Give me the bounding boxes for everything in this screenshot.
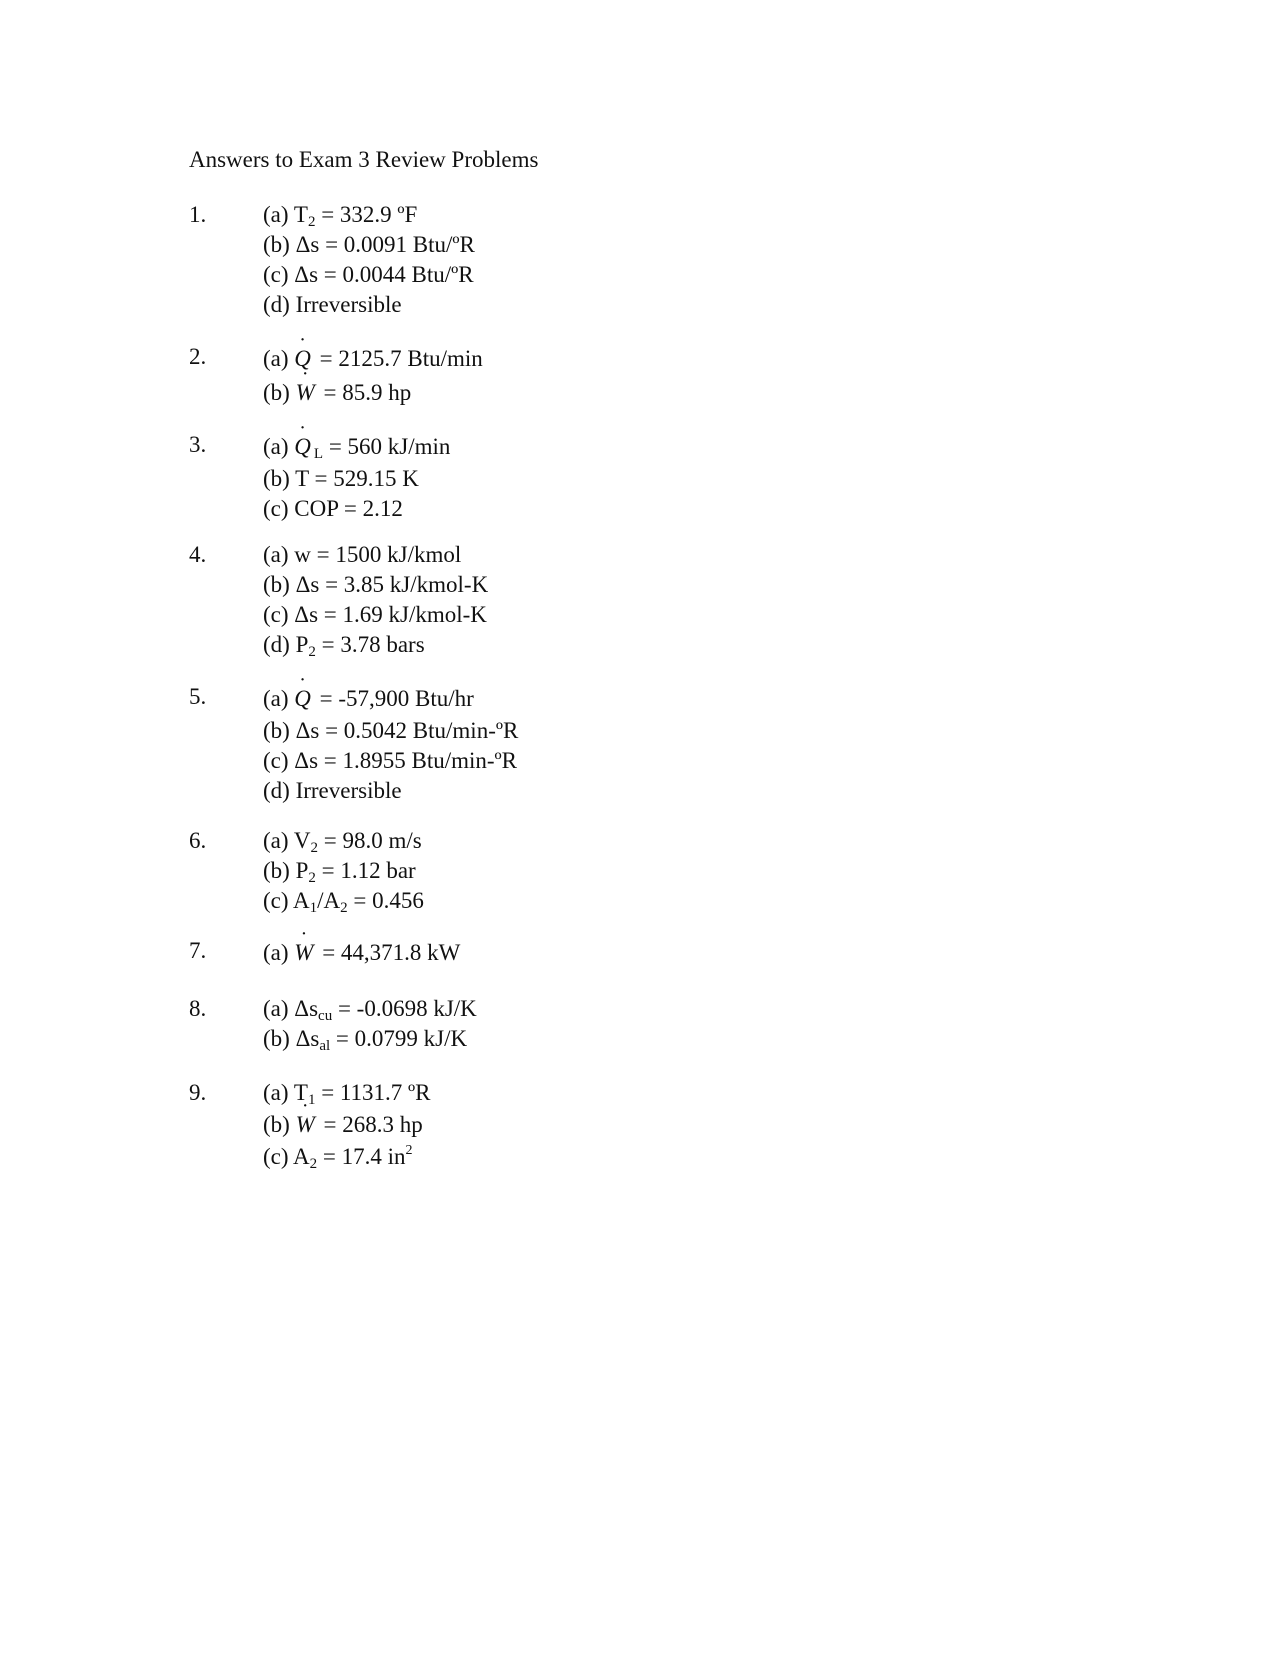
answer-text: Δs = 1.69 kJ/kmol-K <box>294 602 487 627</box>
answer-label: (a) <box>263 828 289 853</box>
answer-symbol: V <box>293 828 311 853</box>
answer-label: (b) <box>263 1026 290 1051</box>
answer-list <box>263 826 424 916</box>
answer-value: = 2125.7 Btu/min <box>313 346 483 371</box>
answer-list <box>263 994 477 1054</box>
answer-line <box>263 826 424 856</box>
answer-text: Δs = 0.0044 Btu/ºR <box>294 262 474 287</box>
answer-symbol: T <box>293 1080 308 1105</box>
answer-value: = 0.456 <box>347 888 424 913</box>
answer-value: = 1131.7 ºR <box>315 1080 431 1105</box>
answer-list <box>263 682 518 806</box>
problem-number: 8. <box>189 996 207 1021</box>
subscript: 2 <box>310 840 318 856</box>
answer-label: (b) <box>263 718 290 743</box>
subscript: 1 <box>307 1092 316 1108</box>
answer-line <box>263 260 475 290</box>
answer-label: (a) <box>263 346 289 371</box>
answer-value: = 268.3 hp <box>317 1112 423 1137</box>
answer-text: Δs = 3.85 kJ/kmol-K <box>295 572 489 597</box>
answer-line <box>263 1078 431 1108</box>
answer-symbol: P <box>295 632 309 657</box>
answer-label: (b) <box>263 466 290 491</box>
answer-label: (b) <box>263 232 290 257</box>
answer-label: (c) <box>263 748 289 773</box>
answer-symbol: Δs <box>294 996 319 1021</box>
subscript: 2 <box>308 644 316 660</box>
problem-number: 7. <box>189 938 207 963</box>
answer-value: = 44,371.8 kW <box>316 940 461 965</box>
rate-symbol: W ˙ <box>294 936 313 970</box>
page-title: Answers to Exam 3 Review Problems <box>189 147 539 172</box>
subscript: cu <box>318 1008 333 1024</box>
answer-label: (b) <box>263 572 290 597</box>
answer-list <box>263 936 460 970</box>
answer-text: w = 1500 kJ/kmol <box>294 542 462 567</box>
answer-text: COP = 2.12 <box>294 496 403 521</box>
answer-value: = 560 kJ/min <box>323 434 451 459</box>
answer-list <box>263 1078 431 1172</box>
subscript: 2 <box>309 1156 318 1172</box>
answer-label: (a) <box>263 940 289 965</box>
answer-value: = 332.9 ºF <box>315 202 418 227</box>
answer-list <box>263 342 483 410</box>
subscript: 2 <box>340 900 348 916</box>
answer-text: Δs = 1.8955 Btu/min-ºR <box>294 748 518 773</box>
rate-symbol: Q ˙ <box>294 430 311 464</box>
answer-list <box>263 540 488 660</box>
answer-symbol: A <box>293 1144 310 1169</box>
answer-line <box>263 1024 477 1054</box>
answer-line <box>263 600 488 630</box>
answer-label: (a) <box>263 434 289 459</box>
problem-number: 9. <box>189 1080 207 1105</box>
answer-value: = -57,900 Btu/hr <box>313 686 474 711</box>
rate-symbol: W ˙ <box>296 1108 315 1142</box>
answer-line <box>263 1108 431 1142</box>
answer-label: (b) <box>263 858 290 883</box>
answer-label: (a) <box>263 202 289 227</box>
answer-label: (c) <box>263 496 289 521</box>
answer-label: (d) <box>263 632 290 657</box>
answer-line <box>263 776 518 806</box>
problem-number: 3. <box>189 432 207 457</box>
answer-line <box>263 230 475 260</box>
subscript: 2 <box>307 214 316 230</box>
answer-label: (c) <box>263 262 289 287</box>
answer-symbol: /A <box>317 888 341 913</box>
answer-line <box>263 936 460 970</box>
answer-line <box>263 540 488 570</box>
answer-label: (c) <box>263 888 289 913</box>
problem-number: 6. <box>189 828 207 853</box>
answer-symbol: Δs <box>295 1026 320 1051</box>
answer-line <box>263 430 450 464</box>
answer-label: (a) <box>263 996 289 1021</box>
answer-label: (d) <box>263 778 290 803</box>
answer-text: Δs = 0.0091 Btu/ºR <box>295 232 475 257</box>
answer-symbol: T <box>293 202 308 227</box>
answer-line <box>263 682 518 716</box>
answer-label: (b) <box>263 380 290 405</box>
rate-symbol: Q ˙ <box>294 342 311 376</box>
subscript: 1 <box>309 900 318 916</box>
answer-value: = 17.4 in <box>317 1144 406 1169</box>
answer-text: Irreversible <box>295 778 402 803</box>
answer-line <box>263 376 483 410</box>
answer-line <box>263 342 483 376</box>
problem-number: 5. <box>189 684 207 709</box>
answer-list <box>263 430 450 524</box>
rate-symbol: Q ˙ <box>294 682 311 716</box>
problem-number: 2. <box>189 344 207 369</box>
answer-line <box>263 570 488 600</box>
answer-symbol: P <box>295 858 309 883</box>
answer-label: (b) <box>263 1112 290 1137</box>
answer-text: T = 529.15 K <box>295 466 419 491</box>
subscript: 2 <box>308 870 316 886</box>
answer-label: (d) <box>263 292 290 317</box>
answer-label: (a) <box>263 542 289 567</box>
answer-line <box>263 994 477 1024</box>
answer-label: (c) <box>263 1144 289 1169</box>
answer-line <box>263 200 475 230</box>
subscript: al <box>319 1038 331 1054</box>
answer-text: Δs = 0.5042 Btu/min-ºR <box>295 718 519 743</box>
answer-line <box>263 494 450 524</box>
answer-line <box>263 856 424 886</box>
answer-value: = 85.9 hp <box>317 380 412 405</box>
answer-line <box>263 886 424 916</box>
answer-symbol: A <box>293 888 310 913</box>
answer-value: = 0.0799 kJ/K <box>330 1026 468 1051</box>
subscript: L <box>313 446 324 462</box>
answer-line <box>263 290 475 320</box>
answer-list <box>263 200 475 320</box>
answer-label: (a) <box>263 1080 289 1105</box>
answer-line <box>263 1142 431 1172</box>
answer-line <box>263 630 488 660</box>
answer-value: = -0.0698 kJ/K <box>332 996 477 1021</box>
answer-line <box>263 716 518 746</box>
answer-label: (c) <box>263 602 289 627</box>
answer-value: = 3.78 bars <box>315 632 425 657</box>
problem-number: 1. <box>189 202 207 227</box>
superscript: 2 <box>405 1143 413 1158</box>
answer-label: (a) <box>263 686 289 711</box>
answer-text: Irreversible <box>295 292 402 317</box>
answer-line <box>263 746 518 776</box>
answer-value: = 1.12 bar <box>315 858 416 883</box>
problem-number: 4. <box>189 542 207 567</box>
rate-symbol: W ˙ <box>296 376 315 410</box>
answer-value: = 98.0 m/s <box>318 828 422 853</box>
answer-line <box>263 464 450 494</box>
